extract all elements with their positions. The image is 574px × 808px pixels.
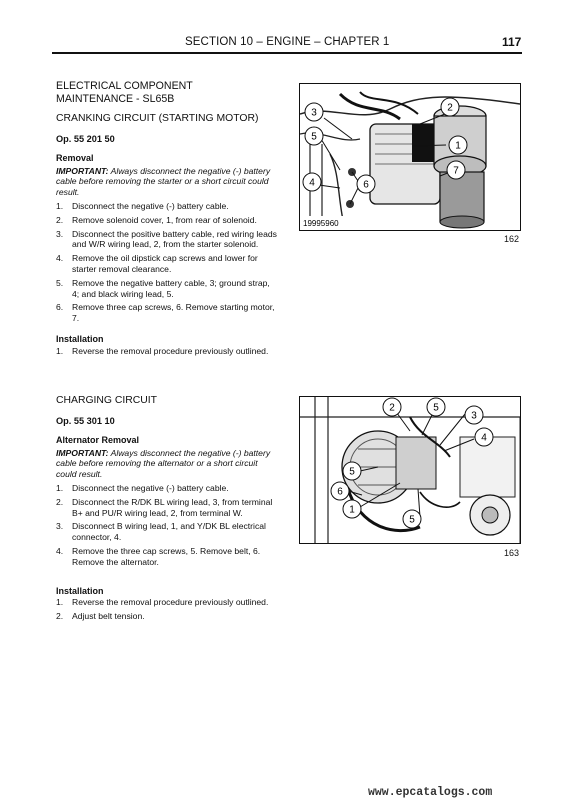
- step-number: 2.: [56, 611, 64, 622]
- list-item: [56, 611, 278, 622]
- operation-number: Op. 55 301 10: [56, 416, 115, 426]
- callout-2: 2: [389, 402, 395, 414]
- header-title: SECTION 10 – ENGINE – CHAPTER 1: [185, 36, 390, 48]
- header-rule: [52, 52, 522, 54]
- list-item: [56, 497, 278, 519]
- callout-6: 6: [363, 179, 369, 191]
- list-item: [56, 229, 278, 251]
- figure-number: 162: [504, 234, 520, 244]
- step-text: Remove three cap screws, 6. Remove starting motor, 7.: [72, 302, 275, 324]
- step-number: 4.: [56, 545, 64, 556]
- removal-title: Removal: [56, 152, 94, 163]
- callout-5: 5: [311, 131, 317, 143]
- list-item: [56, 521, 278, 543]
- step-number: 2.: [56, 214, 64, 225]
- step-text: Disconnect the R/DK BL wiring lead, 3, from terminal B+ and PU/R wiring lead, 2, from terminal W.: [72, 496, 273, 518]
- section-heading: [56, 80, 278, 105]
- list-item: [56, 253, 278, 275]
- list-item: [56, 201, 278, 212]
- list-item: [56, 597, 278, 608]
- step-text: Remove the negative battery cable, 3; ground strap, 4; and black wiring lead, 5.: [72, 277, 270, 299]
- step-number: 3.: [56, 521, 64, 532]
- list-item: [56, 346, 278, 357]
- list-item: [56, 302, 278, 324]
- list-item: [56, 278, 278, 300]
- callout-7: 7: [453, 165, 459, 177]
- callout-5: 5: [433, 402, 439, 414]
- figure-number: 163: [504, 548, 520, 558]
- installation-steps: [56, 346, 278, 357]
- section-charging-circuit: [56, 395, 278, 625]
- important-label: IMPORTANT:: [56, 165, 109, 176]
- step-text: Disconnect the negative (-) battery cable.: [72, 200, 229, 211]
- important-note: [56, 448, 278, 480]
- callout-1: 1: [455, 140, 461, 152]
- alternator-illustration: [300, 397, 520, 543]
- heading-line-2: MAINTENANCE - SL65B: [56, 92, 175, 105]
- section-cranking-circuit: [56, 80, 278, 360]
- step-text: Adjust belt tension.: [72, 611, 145, 622]
- step-text: Disconnect the positive battery cable, red wiring leads and W/R wiring lead, 2, from the starter solenoid.: [72, 228, 277, 250]
- important-text: Always disconnect the negative (-) battery cable before removing the starter or a short circuit could result.: [56, 165, 271, 198]
- removal-steps: [56, 483, 278, 568]
- step-number: 3.: [56, 228, 64, 239]
- list-item: [56, 483, 278, 494]
- callout-3: 3: [311, 107, 317, 119]
- list-item: [56, 215, 278, 226]
- step-text: Reverse the removal procedure previously outlined.: [72, 345, 269, 356]
- callout-3: 3: [471, 410, 477, 422]
- image-code: 19995960: [303, 219, 339, 228]
- footer-url[interactable]: www.epcatalogs.com: [368, 786, 493, 799]
- step-text: Remove the oil dipstick cap screws and lower for starter removal clearance.: [72, 253, 258, 274]
- important-text: Always disconnect the negative (-) battery cable before removing the alternator or a short circuit could result.: [56, 447, 271, 480]
- step-text: Disconnect the negative (-) battery cable.: [72, 482, 229, 493]
- step-number: 5.: [56, 277, 64, 288]
- callout-4: 4: [309, 177, 315, 189]
- callout-4: 4: [481, 432, 487, 444]
- starter-motor-illustration: [300, 84, 520, 230]
- heading-line-1: ELECTRICAL COMPONENT: [56, 80, 193, 92]
- step-text: Remove solenoid cover, 1, from rear of solenoid.: [72, 214, 257, 225]
- removal-title: Alternator Removal: [56, 434, 140, 445]
- removal-steps: [56, 201, 278, 324]
- figure-starter-motor: [299, 83, 521, 231]
- callout-5-bottom: 5: [409, 514, 415, 526]
- step-number: 1.: [56, 345, 64, 356]
- page-number: 117: [502, 35, 522, 49]
- important-label: IMPORTANT:: [56, 447, 109, 458]
- step-number: 1.: [56, 597, 64, 608]
- important-note: [56, 166, 278, 198]
- callout-1: 1: [349, 504, 355, 516]
- step-number: 2.: [56, 496, 64, 507]
- section-heading: CHARGING CIRCUIT: [56, 395, 158, 406]
- step-number: 1.: [56, 200, 64, 211]
- step-number: 6.: [56, 302, 64, 313]
- step-number: 4.: [56, 253, 64, 264]
- step-text: Remove the three cap screws, 5. Remove belt, 6. Remove the alternator.: [72, 545, 261, 567]
- step-number: 1.: [56, 482, 64, 493]
- subheading: CRANKING CIRCUIT (STARTING MOTOR): [56, 113, 259, 124]
- figure-alternator: [299, 396, 521, 544]
- step-text: Reverse the removal procedure previously outlined.: [72, 597, 269, 608]
- installation-title: Installation: [56, 585, 104, 596]
- callout-2: 2: [447, 102, 453, 114]
- installation-steps: [56, 597, 278, 622]
- list-item: [56, 546, 278, 568]
- callout-5-lower: 5: [349, 466, 355, 478]
- callout-6: 6: [337, 486, 343, 498]
- installation-title: Installation: [56, 333, 104, 344]
- step-text: Disconnect B wiring lead, 1, and Y/DK BL electrical connector, 4.: [72, 521, 266, 543]
- operation-number: Op. 55 201 50: [56, 134, 115, 144]
